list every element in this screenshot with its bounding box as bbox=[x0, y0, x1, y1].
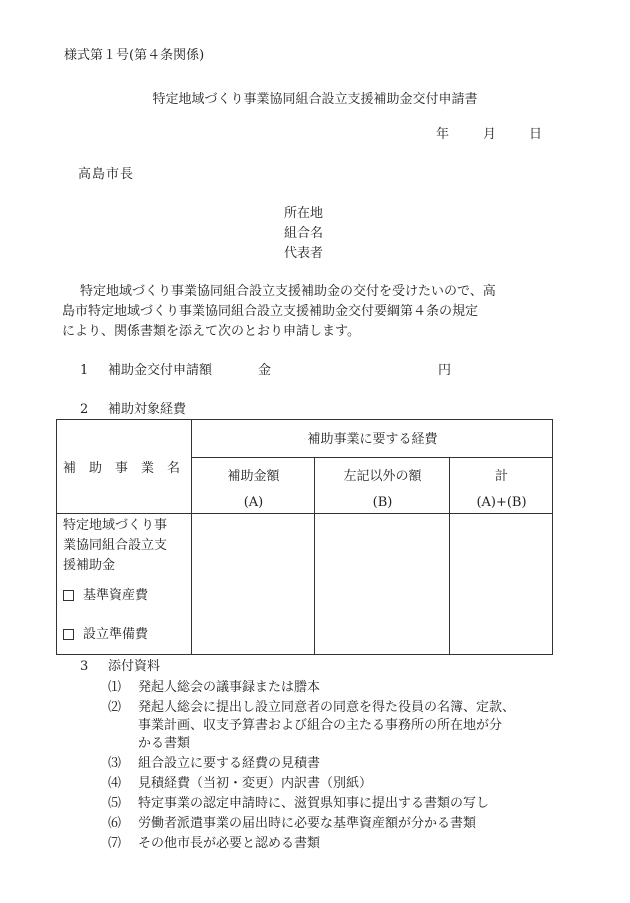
date-day-label: 日 bbox=[529, 127, 543, 142]
attachment-1-number: ⑴ bbox=[108, 680, 122, 695]
other-amount-sub-header: (B) bbox=[372, 495, 393, 510]
body-paragraph-line-1: 特定地域づくり事業協同組合設立支援補助金の交付を受けたいので、高 bbox=[80, 284, 496, 299]
basic-asset-label: 基準資産費 bbox=[83, 588, 149, 603]
representative-label: 代表者 bbox=[284, 246, 324, 261]
date-month-label: 月 bbox=[483, 127, 497, 142]
basic-asset-checkbox[interactable] bbox=[63, 590, 74, 601]
total-header: 計 bbox=[494, 469, 508, 484]
expense-group-header-cell bbox=[192, 420, 553, 458]
attachment-3-number: ⑶ bbox=[108, 756, 122, 771]
attachment-4-text: 見積経費（当初・変更）内訳書（別紙） bbox=[138, 776, 373, 791]
union-name-label: 組合名 bbox=[284, 226, 324, 241]
attachment-6-text: 労働者派遣事業の届出時に必要な基準資産額が分かる書類 bbox=[138, 816, 477, 831]
body-paragraph-line-3: により、関係書類を添えて次のとおり申請します。 bbox=[62, 324, 360, 339]
expense-group-header: 補助事業に要する経費 bbox=[307, 432, 438, 447]
date-year-label: 年 bbox=[436, 127, 450, 142]
attachment-2-number: ⑵ bbox=[108, 700, 122, 715]
attachment-1-text: 発起人総会の議事録または謄本 bbox=[138, 680, 321, 695]
attachment-2-text-line-3: かる書類 bbox=[138, 736, 191, 751]
item-2-number: 2 bbox=[80, 402, 89, 417]
item-3-number: 3 bbox=[80, 659, 89, 674]
attachment-5-number: ⑸ bbox=[108, 796, 122, 811]
project-name-header: 補 助 事 業 名 bbox=[63, 461, 181, 476]
attachment-6-number: ⑹ bbox=[108, 816, 122, 831]
item-1-label: 補助金交付申請額 bbox=[108, 363, 213, 378]
project-name-line-3: 援補助金 bbox=[63, 558, 116, 573]
subsidy-amount-header-cell bbox=[192, 458, 315, 514]
project-name-line-1: 特定地域づくり事 bbox=[63, 518, 168, 533]
location-label: 所在地 bbox=[284, 206, 324, 221]
attachment-7-text: その他市長が必要と認める書類 bbox=[138, 836, 321, 851]
form-number: 様式第１号(第４条関係) bbox=[64, 48, 205, 63]
item-3-label: 添付資料 bbox=[108, 659, 161, 674]
attachment-5-text: 特定事業の認定申請時に、滋賀県知事に提出する書類の写し bbox=[138, 796, 490, 811]
attachment-4-number: ⑷ bbox=[108, 776, 122, 791]
subsidy-amount-cell[interactable] bbox=[192, 514, 315, 655]
subsidy-amount-sub-header: (A) bbox=[243, 495, 264, 510]
attachment-7-number: ⑺ bbox=[108, 836, 122, 851]
subsidy-amount-header: 補助金額 bbox=[227, 469, 280, 484]
document-title: 特定地域づくり事業協同組合設立支援補助金交付申請書 bbox=[152, 92, 478, 107]
total-sub-header: (A)+(B) bbox=[476, 495, 527, 510]
project-name-header-cell bbox=[57, 420, 192, 514]
attachment-2-text-line-2: 事業計画、収支予算書および組合の主たる事務所の所在地が分 bbox=[138, 718, 503, 733]
other-amount-header-cell bbox=[315, 458, 450, 514]
item-2-label: 補助対象経費 bbox=[108, 402, 187, 417]
addressee: 高島市長 bbox=[78, 167, 135, 182]
attachment-3-text: 組合設立に要する経費の見積書 bbox=[138, 756, 321, 771]
body-paragraph-line-2: 島市特定地域づくり事業協同組合設立支援補助金交付要綱第４条の規定 bbox=[62, 304, 479, 319]
attachment-2-text-line-1: 発起人総会に提出し設立同意者の同意を得た役員の名簿、定款、 bbox=[138, 700, 516, 715]
item-1-unit: 円 bbox=[438, 363, 452, 378]
total-header-cell bbox=[450, 458, 553, 514]
total-cell[interactable] bbox=[450, 514, 553, 655]
expense-table bbox=[56, 419, 552, 654]
other-amount-cell[interactable] bbox=[315, 514, 450, 655]
item-1-number: 1 bbox=[80, 363, 89, 378]
project-name-line-2: 業協同組合設立支 bbox=[63, 538, 168, 553]
setup-preparation-label: 設立準備費 bbox=[83, 627, 149, 642]
other-amount-header: 左記以外の額 bbox=[343, 469, 422, 484]
setup-preparation-checkbox[interactable] bbox=[63, 629, 74, 640]
project-name-cell bbox=[57, 514, 192, 655]
item-1-currency: 金 bbox=[258, 363, 272, 378]
